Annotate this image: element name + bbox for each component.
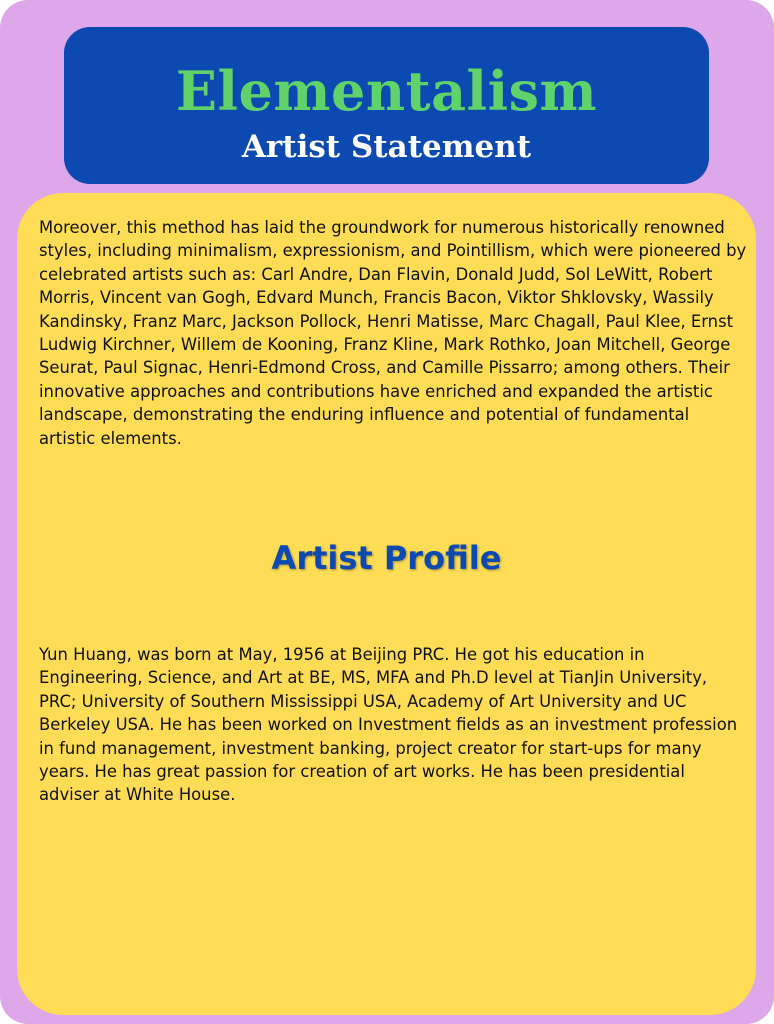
- header-banner: [64, 27, 709, 184]
- page-subtitle: Artist Statement: [241, 129, 532, 165]
- artist-profile-heading: Artist Profile: [271, 539, 502, 577]
- artist-profile-text: Yun Huang, was born at May, 1956 at Beijing PRC. He got his education in Engineering, Science, and Art at BE, MS, MFA and Ph.D level at TianJin University, PRC; University of Southern Mississippi USA, Academy of Art University and UC Berkeley USA. He has been worked on Investment fields as an investment profession in fund management, investment banking, project creator for start-ups for many years. He has great passion for creation of art works. He has been presidential adviser at White House.: [39, 645, 738, 805]
- content-panel: [17, 193, 756, 1015]
- artist-statement-text: Moreover, this method has laid the groundwork for numerous historically renowned styles, including minimalism, expressionism, and Pointillism, which were pioneered by celebrated artists such as: Carl Andre, Dan Flavin, Donald Judd, Sol LeWitt, Robert Morris, Vincent van Gogh, Edvard Munch, Francis Bacon, Viktor Shklovsky, Wassily Kandinsky, Franz Marc, Jackson Pollock, Henri Matisse, Marc Chagall, Paul Klee, Ernst Ludwig Kirchner, Willem de Kooning, Franz Kline, Mark Rothko, Joan Mitchell, George Seurat, Paul Signac, Henri-Edmond Cross, and Camille Pissarro; among others. Their innovative approaches and contributions have enriched and expanded the artistic landscape, demonstrating the enduring influence and potential of fundamental artistic elements.: [39, 218, 747, 448]
- page-title: Elementalism: [175, 59, 598, 123]
